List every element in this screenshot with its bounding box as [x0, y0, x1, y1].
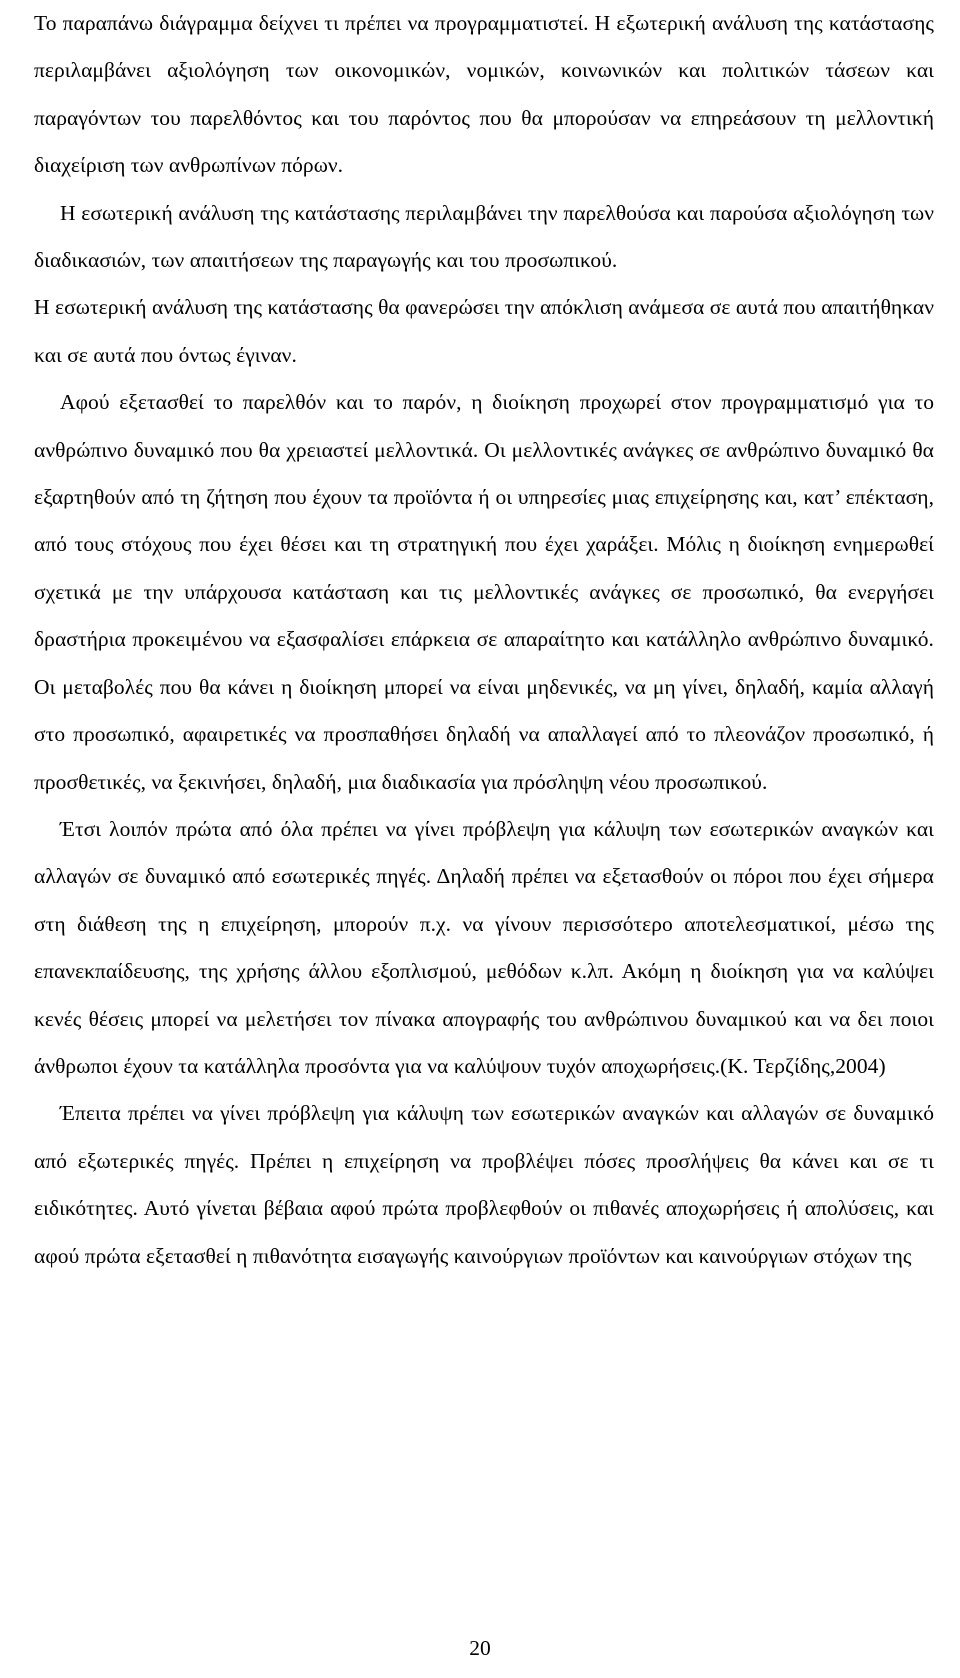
paragraph-future-planning: Αφού εξετασθεί το παρελθόν και το παρόν, η διοίκηση προχωρεί στον προγραμματισμό για το ανθρώπινο δυναμικό που θα χρειαστεί μελλοντικά. Οι μελλοντικές ανάγκες σε ανθρώπινο δυναμικό θα εξαρτηθούν από τη ζήτηση που έχουν τα προϊόντα ή οι υπηρεσίες μιας επιχείρησης και, κατ’ επέκταση, από τους στόχους που έχει θέσει και τη στρατηγική που έχει χαράξει. Μόλις η διοίκηση ενημερωθεί σχετικά με την υπάρχουσα κατάσταση και τις μελλοντικές ανάγκες σε προσωπικό, θα ενεργήσει δραστήρια προκειμένου να εξασφαλίσει επάρκεια σε απαραίτητο και κατάλληλο ανθρώπινο δυναμικό. Οι μεταβολές που θα κάνει η διοίκηση μπορεί να είναι μηδενικές, να μη γίνει, δηλαδή, καμία αλλαγή στο προσωπικό, αφαιρετικές να προσπαθήσει δηλαδή να απαλλαγεί από το πλεονάζον προσωπικό, ή προσθετικές, να ξεκινήσει, δηλαδή, μια διαδικασία για πρόσληψη νέου προσωπικού.: [34, 390, 934, 794]
paragraph-internal-deviation: Η εσωτερική ανάλυση της κατάστασης θα φανερώσει την απόκλιση ανάμεσα σε αυτά που απαιτήθηκαν και σε αυτά που όντως έγιναν.: [34, 295, 934, 367]
paragraph-internal-sources: Έτσι λοιπόν πρώτα από όλα πρέπει να γίνει πρόβλεψη για κάλυψη των εσωτερικών αναγκών και αλλαγών σε δυναμικό από εσωτερικές πηγές. Δηλαδή πρέπει να εξετασθούν οι πόροι που έχει σήμερα στη διάθεση της η επιχείρηση, μπορούν π.χ. να γίνουν περισσότερο αποτελεσματικοί, μέσω της επανεκπαίδευσης, της χρήσης άλλου εξοπλισμού, μεθόδων κ.λπ. Ακόμη η διοίκηση για να καλύψει κενές θέσεις μπορεί να μελετήσει τον πίνακα απογραφής του ανθρώπινου δυναμικού και να δει ποιοι άνθρωποι έχουν τα κατάλληλα προσόντα για να καλύψουν τυχόν αποχωρήσεις.(Κ. Τερζίδης,2004): [34, 816, 934, 1078]
paragraph-external-sources: Έπειτα πρέπει να γίνει πρόβλεψη για κάλυψη των εσωτερικών αναγκών και αλλαγών σε δυναμικό από εξωτερικές πηγές. Πρέπει η επιχείρηση να προβλέψει πόσες προσλήψεις θα κάνει και σε τι ειδικότητες. Αυτό γίνεται βέβαια αφού πρώτα προβλεφθούν οι πιθανές αποχωρήσεις ή απολύσεις, και αφού πρώτα εξετασθεί η πιθανότητα εισαγωγής καινούργιων προϊόντων και καινούργιων στόχων της: [34, 1101, 934, 1268]
paragraph-external-analysis: Το παραπάνω διάγραμμα δείχνει τι πρέπει να προγραμματιστεί. Η εξωτερική ανάλυση της κατάστασης περιλαμβάνει αξιολόγηση των οικονομικών, νομικών, κοινωνικών και πολιτικών τάσεων και παραγόντων του παρελθόντος και του παρόντος που θα μπορούσαν να επηρεάσουν τη μελλοντική διαχείριση των ανθρωπίνων πόρων.: [34, 11, 934, 178]
document-body: [34, 0, 934, 1280]
paragraph-internal-analysis: Η εσωτερική ανάλυση της κατάστασης περιλαμβάνει την παρελθούσα και παρούσα αξιολόγηση των διαδικασιών, των απαιτήσεων της παραγωγής και του προσωπικού.: [34, 200, 934, 273]
page-number: 20: [469, 1636, 491, 1660]
